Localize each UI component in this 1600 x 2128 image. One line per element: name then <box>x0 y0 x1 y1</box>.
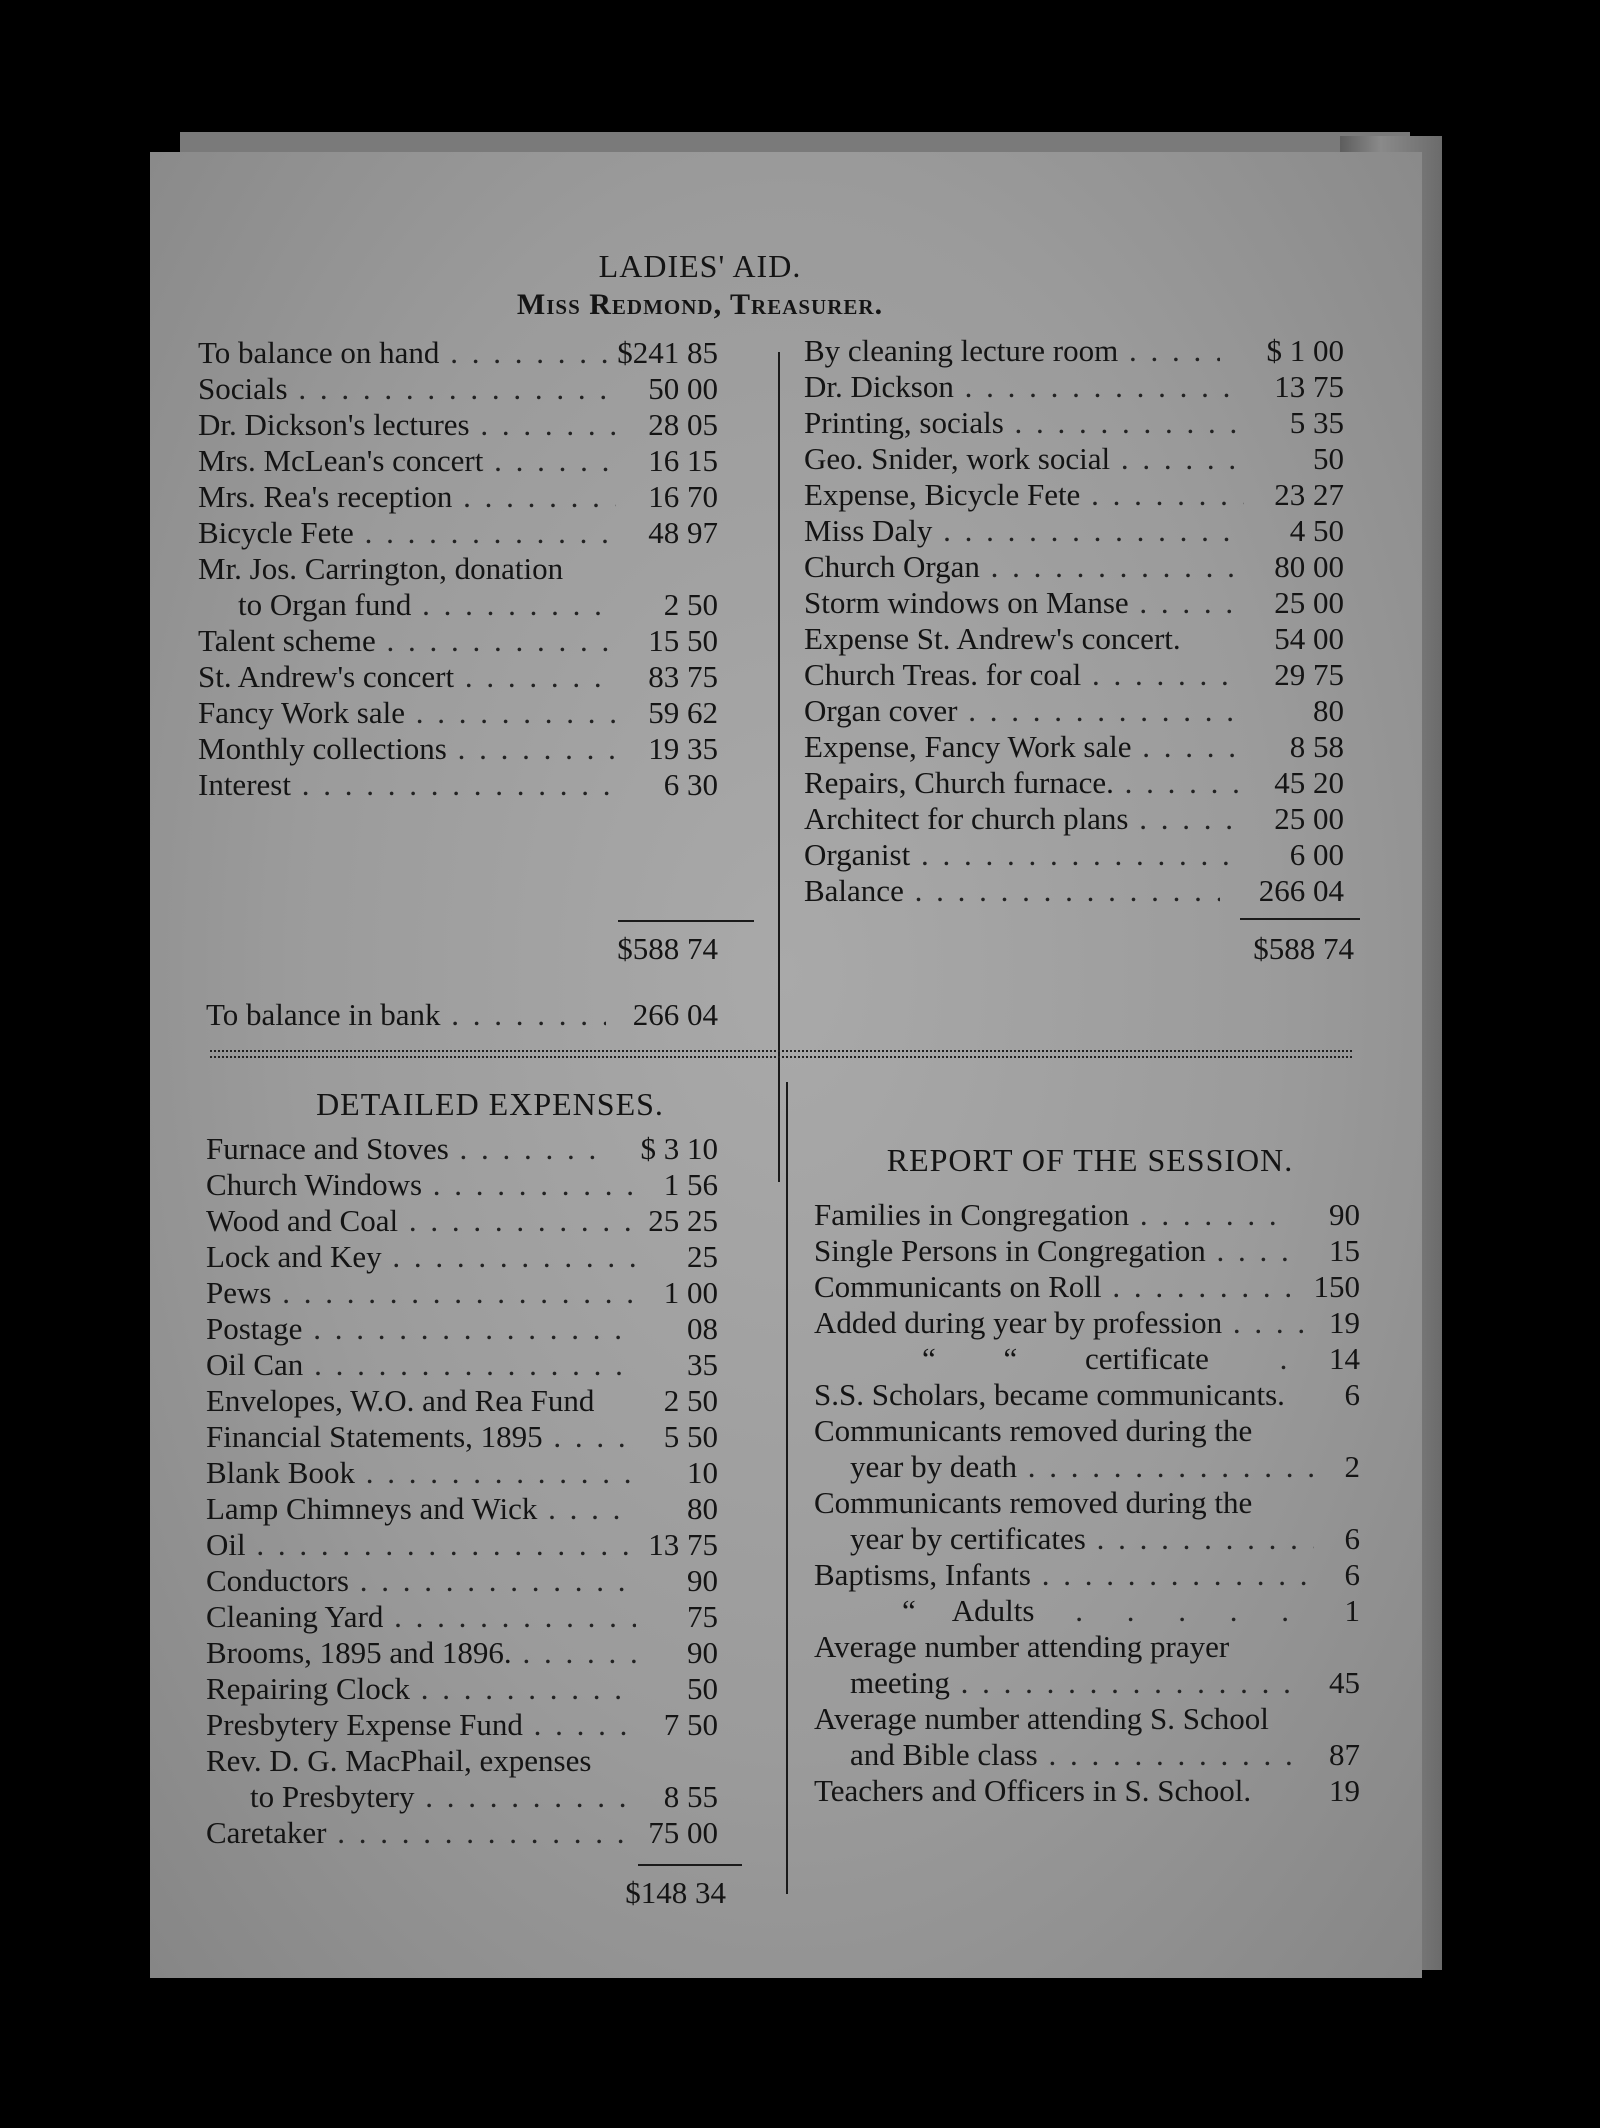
receipt-row: Talent scheme . . . 15 50 <box>198 624 718 658</box>
expense-row: Furnace and Stoves . . . $ 3 10 <box>206 1132 718 1166</box>
detailed-expenses-title: DETAILED EXPENSES. <box>316 1086 664 1122</box>
expense-row: Pews . . . 1 00 <box>206 1276 718 1310</box>
expenses-total-rule <box>638 1864 742 1866</box>
receipt-row: Bicycle Fete . . . 48 97 <box>198 516 718 550</box>
expense-row: Conductors . . . 90 <box>206 1564 718 1598</box>
expense-row: Blank Book . . . 10 <box>206 1456 718 1490</box>
session-row: year by death . . . 2 <box>814 1450 1360 1484</box>
payment-row: Church Organ . . . 80 00 <box>804 550 1344 584</box>
lower-divider <box>786 1082 788 1894</box>
session-row: Teachers and Officers in S. School. 19 <box>814 1773 1360 1808</box>
payment-row: Balance . . . 266 04 <box>804 874 1344 908</box>
payment-row: Repairs, Church furnace. . . . 45 20 <box>804 766 1344 800</box>
session-row: Average number attending S. School <box>814 1702 1269 1736</box>
section-separator <box>210 1050 1352 1058</box>
document-page <box>150 152 1422 1978</box>
session-row: Average number attending prayer <box>814 1630 1230 1664</box>
payment-row: Dr. Dickson . . . 13 75 <box>804 370 1344 404</box>
session-row: Families in Congregation . . . 90 <box>814 1198 1360 1232</box>
session-row: meeting . . . 45 <box>814 1666 1360 1700</box>
expense-row: to Presbytery . . . 8 55 <box>206 1780 718 1814</box>
payment-row: Organist . . . 6 00 <box>804 838 1344 872</box>
payment-row: Organ cover . . . 80 <box>804 694 1344 728</box>
expense-row: Wood and Coal . . . 25 25 <box>206 1204 718 1238</box>
payments-total: $588 74 <box>1253 931 1354 966</box>
session-row: “ “ certificate . . . 14 <box>814 1342 1360 1376</box>
expense-row: Cleaning Yard . . . 75 <box>206 1600 718 1634</box>
receipt-row: Monthly collections . . . 19 35 <box>198 732 718 766</box>
receipt-row: Mrs. Rea's reception . . . 16 70 <box>198 480 718 514</box>
payment-row: Geo. Snider, work social . . . 50 <box>804 442 1344 476</box>
expense-row: Lamp Chimneys and Wick . . . 80 <box>206 1492 718 1526</box>
expense-row: Church Windows . . . 1 56 <box>206 1168 718 1202</box>
payment-row: Expense St. Andrew's concert. 54 00 <box>804 621 1344 656</box>
session-row: Communicants removed during the <box>814 1414 1253 1448</box>
ladies-aid-treasurer: Miss Redmond, Treasurer. <box>516 288 884 321</box>
receipt-row: Interest . . . 6 30 <box>198 768 718 802</box>
session-row: Communicants removed during the <box>814 1486 1253 1520</box>
payment-row: Miss Daly . . . 4 50 <box>804 514 1344 548</box>
expense-row: Postage . . . 08 <box>206 1312 718 1346</box>
payments-total-rule <box>1240 918 1360 920</box>
session-row: Communicants on Roll . . . 150 <box>814 1270 1360 1304</box>
payment-row: Expense, Fancy Work sale . . . 8 58 <box>804 730 1344 764</box>
session-row: Single Persons in Congregation . . . 15 <box>814 1234 1360 1268</box>
session-row: year by certificates . . . 6 <box>814 1522 1360 1556</box>
receipt-row: Socials . . . 50 00 <box>198 372 718 406</box>
receipt-row: Fancy Work sale . . . 59 62 <box>198 696 718 730</box>
expense-row: Rev. D. G. MacPhail, expenses <box>206 1744 592 1778</box>
receipt-row: to Organ fund . . . 2 50 <box>198 588 718 622</box>
receipts-total: $588 74 <box>617 931 718 966</box>
session-row: “ Adults . . . 1 <box>814 1594 1360 1628</box>
session-row: S.S. Scholars, became communicants. 6 <box>814 1377 1360 1412</box>
receipts-total-rule <box>618 920 754 922</box>
expense-row: Caretaker . . . 75 00 <box>206 1816 718 1850</box>
expenses-total: $148 34 <box>625 1875 726 1910</box>
payment-row: Printing, socials . . . 5 35 <box>804 406 1344 440</box>
payment-row: Expense, Bicycle Fete . . . 23 27 <box>804 478 1344 512</box>
payment-row: Architect for church plans . . . 25 00 <box>804 802 1344 836</box>
balance-in-bank-row: To balance in bank . . . 266 04 <box>206 998 718 1032</box>
expense-row: Oil Can . . . 35 <box>206 1348 718 1382</box>
ladies-aid-title: LADIES' AID. <box>598 248 802 284</box>
session-report-title: REPORT OF THE SESSION. <box>886 1142 1294 1178</box>
receipt-row: Dr. Dickson's lectures . . . 28 05 <box>198 408 718 442</box>
session-row: and Bible class . . . 87 <box>814 1738 1360 1772</box>
expense-row: Lock and Key . . . 25 <box>206 1240 718 1274</box>
payment-row: Storm windows on Manse . . . 25 00 <box>804 586 1344 620</box>
receipt-row: Mr. Jos. Carrington, donation <box>198 552 564 586</box>
expense-row: Envelopes, W.O. and Rea Fund 2 50 <box>206 1383 718 1418</box>
payment-row: Church Treas. for coal . . . 29 75 <box>804 658 1344 692</box>
expense-row: Brooms, 1895 and 1896. . . . 90 <box>206 1636 718 1670</box>
payment-row: By cleaning lecture room . . . $ 1 00 <box>804 334 1344 368</box>
receipt-row: Mrs. McLean's concert . . . 16 15 <box>198 444 718 478</box>
expense-row: Oil . . . 13 75 <box>206 1528 718 1562</box>
expense-row: Repairing Clock . . . 50 <box>206 1672 718 1706</box>
receipt-row: St. Andrew's concert . . . 83 75 <box>198 660 718 694</box>
session-row: Baptisms, Infants . . . 6 <box>814 1558 1360 1592</box>
expense-row: Presbytery Expense Fund . . . 7 50 <box>206 1708 718 1742</box>
receipt-row: To balance on hand . . . $241 85 <box>198 336 718 370</box>
expense-row: Financial Statements, 1895 . . . 5 50 <box>206 1420 718 1454</box>
session-row: Added during year by profession . . . 19 <box>814 1306 1360 1340</box>
